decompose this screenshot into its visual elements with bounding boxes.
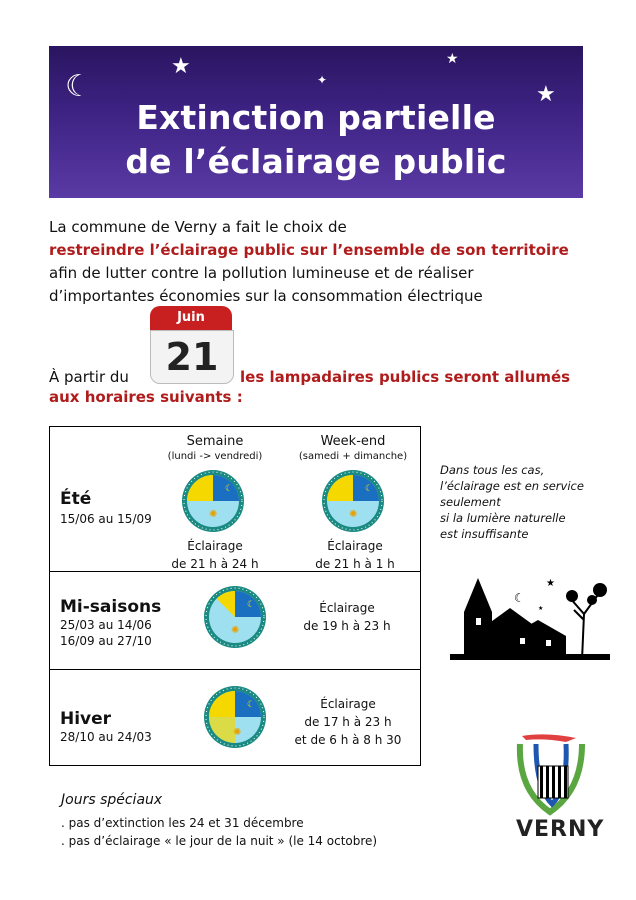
night-village-illustration — [450, 574, 610, 660]
clock-icon — [203, 685, 267, 749]
hiver-l1: Éclairage — [320, 697, 376, 711]
ete-weekend-l1: Éclairage — [327, 539, 383, 553]
verny-logo — [516, 730, 588, 816]
special-days-title: Jours spéciaux — [61, 792, 163, 808]
hiver-label — [286, 695, 410, 749]
star-icon: ★ — [536, 82, 556, 107]
svg-text:✺: ✺ — [231, 625, 240, 636]
row-divider — [50, 669, 420, 670]
intro-line: d’importantes économies sur la consommation électrique — [49, 287, 483, 305]
clock-icon — [181, 469, 245, 533]
clock-icon — [321, 469, 385, 533]
col-weekend-sub: (samedi + dimanche) — [298, 451, 408, 462]
mi-l2: de 19 h à 23 h — [303, 619, 391, 633]
side-note-line: seulement — [440, 495, 501, 509]
ete-semaine-l1: Éclairage — [187, 539, 243, 553]
svg-text:☾: ☾ — [365, 484, 374, 494]
intro-line: La commune de Verny a fait le choix de — [49, 218, 347, 236]
svg-text:☾: ☾ — [247, 600, 256, 610]
season-ete: Été — [60, 489, 92, 509]
season-ete-dates: 15/06 au 15/09 — [60, 512, 152, 526]
svg-text:☾: ☾ — [514, 591, 525, 605]
ete-weekend-l2: de 21 h à 1 h — [315, 557, 395, 571]
intro-highlight: restreindre l’éclairage public sur l’ensemble de son territoire — [49, 241, 569, 259]
side-note-line: Dans tous les cas, — [440, 463, 545, 477]
star-icon: ★ — [446, 51, 459, 67]
star-icon: ★ — [171, 54, 191, 79]
hiver-l3: et de 6 h à 8 h 30 — [294, 733, 402, 747]
title-line-1: Extinction partielle — [136, 98, 496, 137]
calendar-day: 21 — [150, 330, 234, 384]
from-red-line-1: les lampadaires publics seront allumés — [240, 368, 571, 386]
svg-text:★: ★ — [538, 605, 544, 612]
mi-l1: Éclairage — [319, 601, 375, 615]
season-hiver-dates: 28/10 au 24/03 — [60, 730, 152, 744]
season-hiver: Hiver — [60, 709, 112, 729]
col-weekend: Week-end — [320, 434, 386, 449]
season-mi: Mi-saisons — [60, 597, 162, 617]
season-mi-dates-1: 25/03 au 14/06 — [60, 618, 152, 632]
clock-icon — [203, 585, 267, 649]
season-mi-dates — [60, 617, 152, 649]
intro-paragraph — [49, 216, 609, 308]
special-day-line: . pas d’éclairage « le jour de la nuit » (le 14 octobre) — [61, 834, 378, 848]
title-line-2: de l’éclairage public — [125, 142, 507, 181]
side-note-line: est insuffisante — [440, 527, 529, 541]
mi-label — [292, 599, 402, 635]
ete-weekend-label — [300, 537, 410, 573]
intro-line: afin de lutter contre la pollution lumineuse et de réaliser — [49, 264, 474, 282]
ete-semaine-label — [160, 537, 270, 573]
season-mi-dates-2: 16/09 au 27/10 — [60, 634, 152, 648]
svg-text:✺: ✺ — [233, 727, 242, 738]
star-icon: ✦ — [317, 73, 328, 87]
col-semaine-sub: (lundi -> vendredi) — [167, 451, 263, 462]
hiver-l2: de 17 h à 23 h — [304, 715, 392, 729]
svg-text:☾: ☾ — [225, 484, 234, 494]
side-note — [440, 462, 610, 542]
calendar-month: Juin — [150, 306, 232, 330]
schedule-table — [49, 426, 421, 766]
verny-logo-text: VERNY — [516, 817, 605, 842]
title-banner — [49, 46, 583, 198]
ete-semaine-l2: de 21 h à 24 h — [171, 557, 259, 571]
col-semaine: Semaine — [186, 434, 244, 449]
side-note-line: si la lumière naturelle — [440, 511, 566, 525]
side-note-line: l’éclairage est en service — [440, 479, 584, 493]
special-day-line: . pas d’extinction les 24 et 31 décembre — [61, 816, 304, 830]
from-prefix: À partir du — [49, 368, 129, 386]
svg-text:★: ★ — [546, 578, 555, 589]
from-red-line-2: aux horaires suivants : — [49, 388, 243, 406]
calendar-icon — [150, 306, 232, 386]
crescent-moon-icon: ☾ — [65, 69, 92, 104]
svg-text:☾: ☾ — [247, 700, 256, 710]
svg-text:✺: ✺ — [349, 509, 358, 520]
svg-text:✺: ✺ — [209, 509, 218, 520]
